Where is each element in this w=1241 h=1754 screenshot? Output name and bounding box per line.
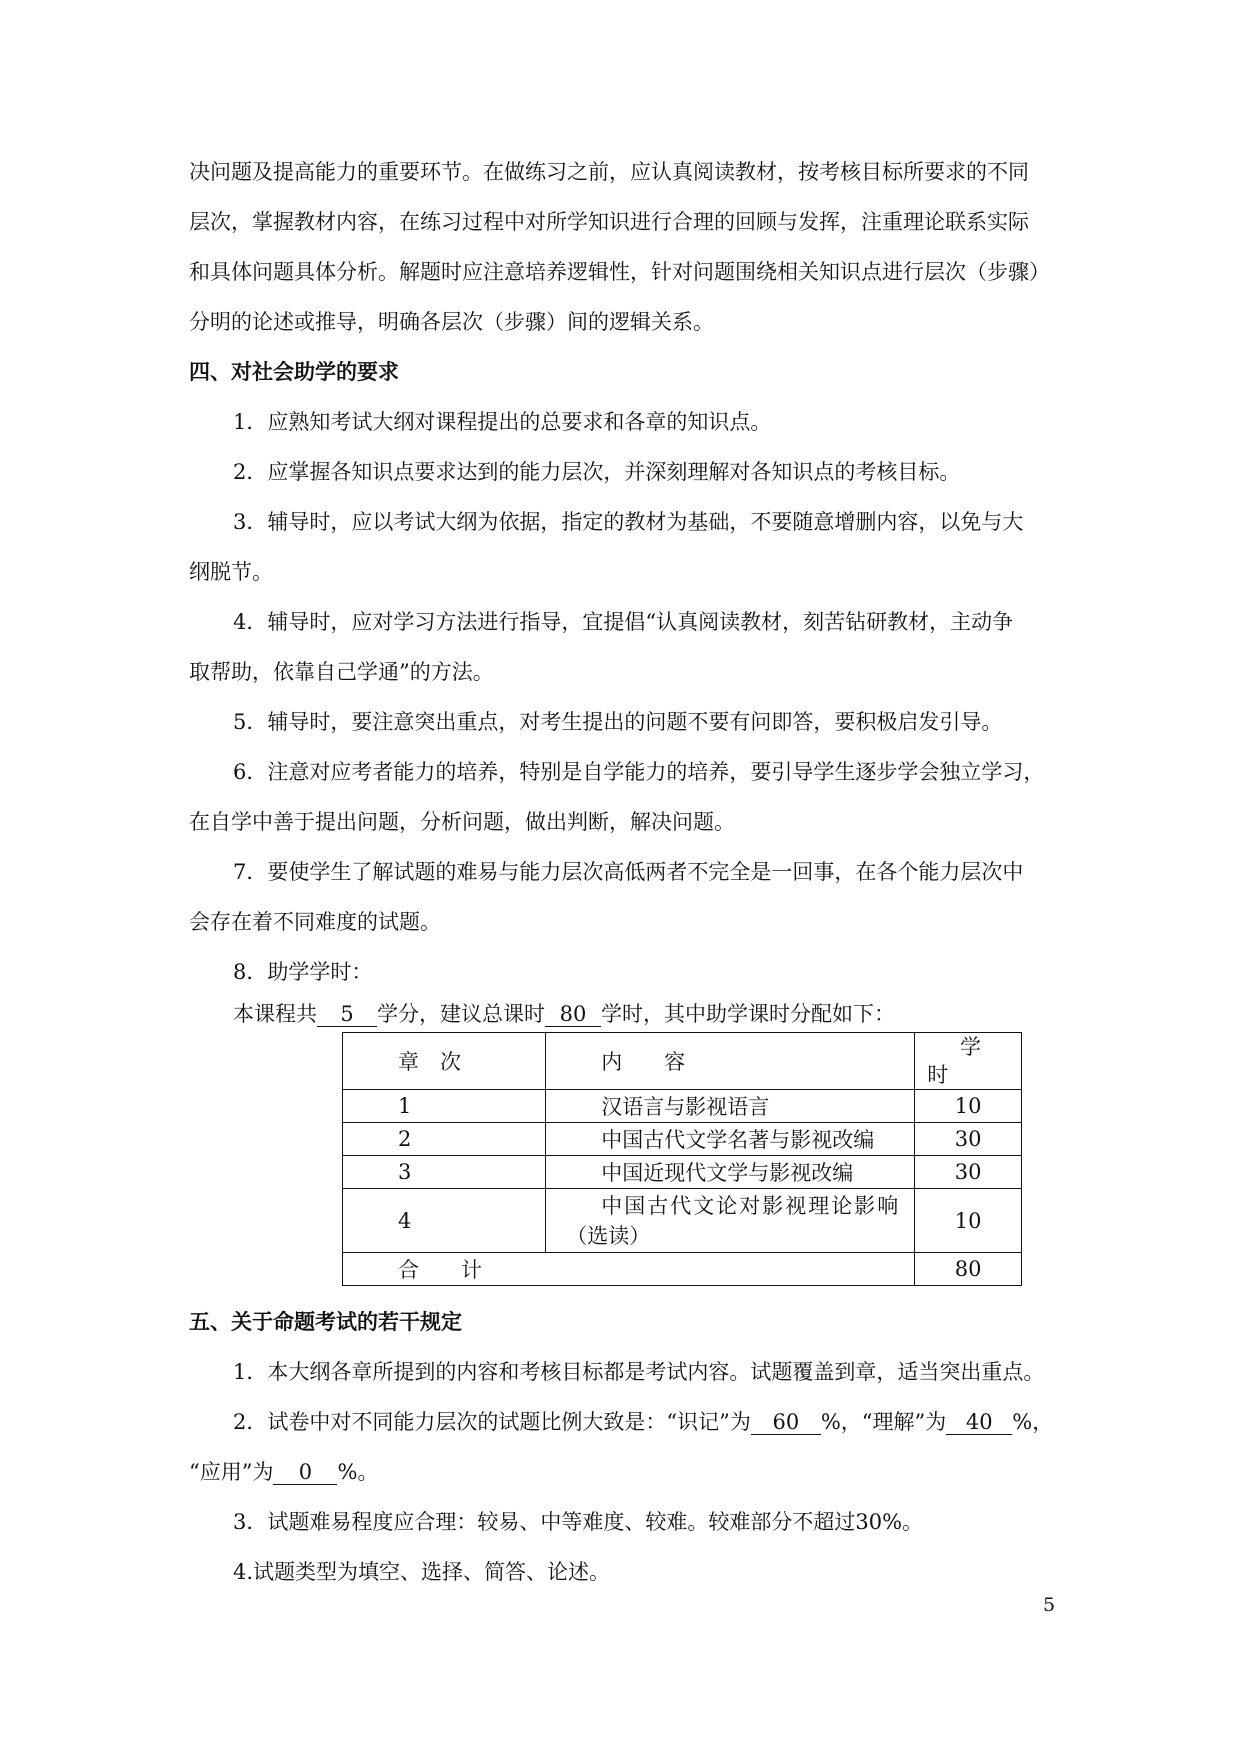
rule-2-text-2: %，“理解”为 (820, 1410, 947, 1434)
requirement-item-1: 1．应熟知考试大纲对课程提出的总要求和各章的知识点。 (233, 410, 772, 434)
understand-percent: 40 (946, 1410, 1012, 1435)
credit-text-1: 本课程共 (233, 1002, 317, 1026)
row-chapter: 2 (343, 1123, 546, 1156)
requirement-item-5: 5．辅导时，要注意突出重点，对考生提出的问题不要有问即答，要积极启发引导。 (233, 710, 1003, 734)
row-content-line-1: 中国古代文论对影视理论影响 (601, 1193, 901, 1218)
total-label: 合 计 (343, 1253, 915, 1286)
rule-2-text-3: %， (1012, 1410, 1054, 1434)
header-hours (915, 1033, 1022, 1090)
requirement-item-3: 3．辅导时，应以考试大纲为依据，指定的教材为基础，不要随意增删内容，以免与大 (233, 510, 1024, 534)
row-content (546, 1189, 915, 1253)
row-hours: 10 (915, 1090, 1022, 1123)
row-hours: 30 (915, 1123, 1022, 1156)
exam-rule-3: 3．试题难易程度应合理：较易、中等难度、较难。较难部分不超过30%。 (233, 1510, 924, 1534)
page-number: 5 (1043, 1594, 1056, 1616)
table-row (343, 1156, 1022, 1189)
row-content-line-2: （选读） (566, 1223, 651, 1248)
body-paragraph-line: 决问题及提高能力的重要环节。在做练习之前，应认真阅读教材，按考核目标所要求的不同 (189, 160, 1029, 184)
body-paragraph-line: 分明的论述或推导，明确各层次（步骤）间的逻辑关系。 (189, 310, 714, 334)
header-hours-top: 学 (960, 1035, 981, 1059)
table-row (343, 1123, 1022, 1156)
rule-2-text-1: 2．试卷中对不同能力层次的试题比例大致是：“识记”为 (233, 1410, 751, 1434)
requirement-item-6-cont: 在自学中善于提出问题，分析问题，做出判断，解决问题。 (189, 810, 735, 834)
requirement-item-8: 8．助学学时： (233, 960, 373, 984)
header-content: 内 容 (546, 1033, 915, 1090)
apply-percent: 0 (273, 1460, 337, 1485)
total-hours: 80 (915, 1253, 1022, 1286)
exam-rule-4: 4.试题类型为填空、选择、简答、论述。 (233, 1560, 611, 1584)
recall-percent: 60 (751, 1410, 821, 1435)
credit-hours-line (233, 1000, 895, 1028)
table-total-row (343, 1253, 1022, 1286)
credit-text-3: 学时，其中助学课时分配如下： (601, 1002, 895, 1026)
requirement-item-2: 2．应掌握各知识点要求达到的能力层次，并深刻理解对各知识点的考核目标。 (233, 460, 961, 484)
requirement-item-4: 4．辅导时，应对学习方法进行指导，宜提倡“认真阅读教材，刻苦钻研教材，主动争 (233, 610, 1014, 634)
requirement-item-6: 6．注意对应考者能力的培养，特别是自学能力的培养，要引导学生逐步学会独立学习， (233, 760, 1045, 784)
body-paragraph-line: 和具体问题具体分析。解题时应注意培养逻辑性，针对问题围绕相关知识点进行层次（步骤） (189, 260, 1050, 284)
row-chapter: 1 (343, 1090, 546, 1123)
requirement-item-7: 7．要使学生了解试题的难易与能力层次高低两者不完全是一回事，在各个能力层次中 (233, 860, 1024, 884)
header-hours-bottom: 时 (927, 1063, 949, 1087)
table-header-row (343, 1033, 1022, 1090)
row-content: 中国古代文学名著与影视改编 (546, 1123, 915, 1156)
row-chapter: 3 (343, 1156, 546, 1189)
study-hours-table (342, 1032, 1022, 1286)
credit-text-2: 学分，建议总课时 (377, 1002, 545, 1026)
row-content: 中国近现代文学与影视改编 (546, 1156, 915, 1189)
requirement-item-7-cont: 会存在着不同难度的试题。 (189, 910, 441, 934)
rule-2-cont-text-2: %。 (337, 1460, 379, 1484)
credits-value: 5 (317, 1002, 377, 1027)
rule-2-cont-text-1: “应用”为 (189, 1460, 274, 1484)
exam-rule-2 (233, 1408, 1053, 1436)
section-4-heading: 四、对社会助学的要求 (189, 359, 399, 384)
requirement-item-4-cont: 取帮助，依靠自己学通”的方法。 (189, 660, 494, 684)
row-hours: 30 (915, 1156, 1022, 1189)
body-paragraph-line: 层次，掌握教材内容，在练习过程中对所学知识进行合理的回顾与发挥，注重理论联系实际 (189, 210, 1029, 234)
requirement-item-3-cont: 纲脱节。 (189, 560, 273, 584)
table-row (343, 1189, 1022, 1253)
row-content: 汉语言与影视语言 (546, 1090, 915, 1123)
header-chapter: 章 次 (343, 1033, 546, 1090)
table-row (343, 1090, 1022, 1123)
total-hours-value: 80 (545, 1002, 601, 1027)
exam-rule-1: 1．本大纲各章所提到的内容和考核目标都是考试内容。试题覆盖到章，适当突出重点。 (233, 1360, 1045, 1384)
exam-rule-2-cont (189, 1458, 378, 1486)
row-hours: 10 (915, 1189, 1022, 1253)
section-5-heading: 五、关于命题考试的若干规定 (189, 1309, 462, 1334)
row-chapter: 4 (343, 1189, 546, 1253)
